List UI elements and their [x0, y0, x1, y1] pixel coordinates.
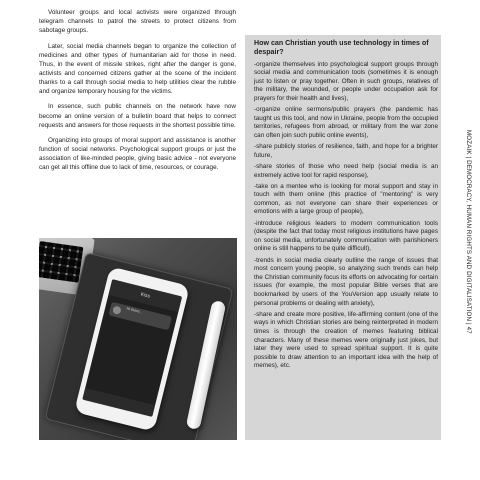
paragraph-moral-support: Organizing into groups of moral support and assistance is another function of social networks. Psychological support groups or just the association of like-minded people, giving basic advice - not everyone can get all this offline due to lack of time, resources, or courage.: [39, 137, 236, 172]
box-heading: How can Christian youth use technology in times of despair?: [254, 39, 429, 57]
box-item: -share publicly stories of resilience, faith, and hope for a brighter future,: [254, 143, 438, 159]
running-head: [464, 130, 474, 370]
box-item: -share and create more positive, life-affirming content (one of the ways in which Christian stories are being reinterpreted in modern times is through the creation of memes featuring biblical characters. Many of these memes were originally just jokes, but later they were used to spread spiritual support. It is quite possible to draw attention to an important idea with the help of memes), etc.: [254, 310, 438, 370]
sidebar-content: [254, 39, 438, 374]
phone-nav-bar: [82, 388, 155, 417]
phone-app-title: Kiss: [108, 279, 182, 312]
box-item: -trends in social media clearly outline the range of issues that most concern young people, so analyzing such trends can help the Christian community focus its efforts on advocating for certain issues (for example, the most popular Bible verses that are bookmarked by users of the YouVersion app usually relate to personal problems or dealing with anxiety),: [254, 256, 438, 307]
left-column: [39, 8, 236, 179]
paragraph-social-media-aid: Later, social media channels began to organize the collection of medicines and other types of humanitarian aid for those in need. Thus, in the event of missile strikes, right after the danger is gone, activists and concerned citizens gather at the scene of the incident thanks to a call through social media to help utilities clear the rubble and organize temporary housing for the victims.: [39, 42, 236, 96]
contact-avatar-icon: [112, 305, 122, 315]
box-item: -organize themselves into psychological support groups through social media and communication tools (sometimes it is enough just to listen or pray together. Often in such groups, relatives of the military, the wounded, or people under occupation ask for prayers for their health and lives),: [254, 60, 438, 102]
sidebar-box: [245, 35, 441, 440]
photo-phone-notebook: [39, 238, 237, 440]
box-item: -introduce religious leaders to modern communication tools (despite the fact that today most religious institutions have pages on social media, unfortunately communication with parishioners online is still happens to be quite difficult),: [254, 219, 438, 253]
paragraph-bulletin-board: In essence, such public channels on the network have now become an online version of a bulletin board that helps to connect requests and answers for those requests in the shortest possible time.: [39, 103, 236, 129]
box-item: -share stories of those who need help (social media is an extremely active tool for rapid response),: [254, 162, 438, 179]
running-head-text: MOZAIK | DEMOCRACY, HUMAN RIGHTS AND DIGITALISATION | 47: [465, 130, 472, 334]
box-item: -organize online sermons/public prayers (the pandemic has taught us this tool, and now in Ukraine, people from the occupied territories, refugees from abroad, or military from the war zone can often join such public online events),: [254, 106, 438, 139]
box-item: -take on a mentee who is looking for moral support and stay in touch with them online (this practice of "mentoring" is very common, as not everyone can share their experiences or emotions with a large group of people),: [254, 182, 438, 216]
phone-message-text: Hi there...: [126, 306, 144, 315]
paragraph-volunteer-groups: Volunteer groups and local activists were organized through telegram channels to patrol the streets to protect citizens from sabotage groups.: [39, 9, 236, 35]
